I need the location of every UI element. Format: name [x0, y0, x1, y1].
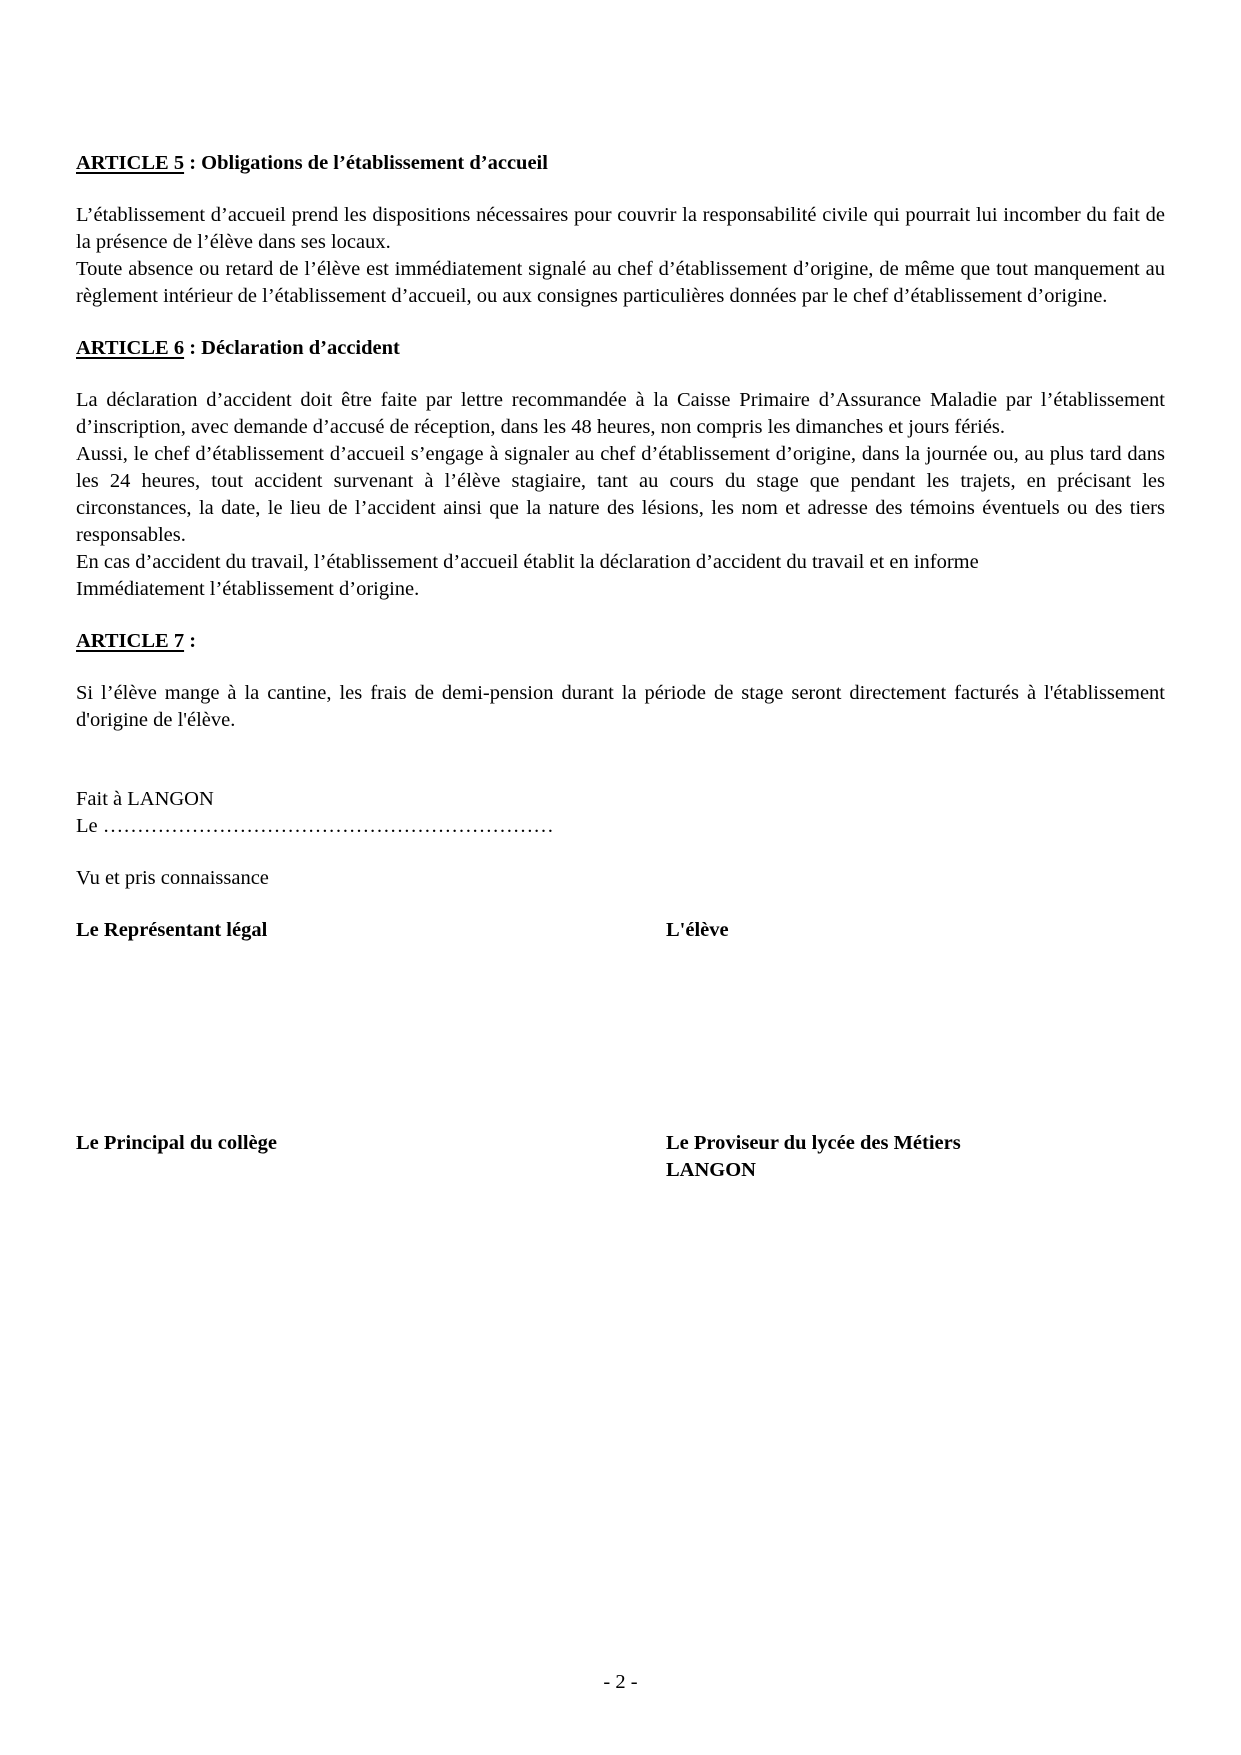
- article-6-paragraph-4: Immédiatement l’établissement d’origine.: [76, 578, 420, 600]
- closing-date-line: Le …………………………………………………………: [76, 815, 554, 837]
- page-number: - 2 -: [603, 1671, 638, 1693]
- article-6-paragraph-1: La déclaration d’accident doit être faite par lettre recommandée à la Caisse Primaire d’Assurance Maladie par l’établissement d’inscription, avec demande d’accusé de réception, dans les 48 heures, non compris les dimanches et jours fériés.: [76, 389, 1165, 438]
- closing-place: Fait à LANGON: [76, 788, 214, 810]
- article-6-paragraph-3: En cas d’accident du travail, l’établissement d’accueil établit la déclaration d’accident du travail et en informe: [76, 551, 979, 573]
- signature-row-2: [76, 1130, 1165, 1157]
- article-7-separator: :: [184, 630, 197, 652]
- signature-legal-representative: Le Représentant légal: [76, 919, 268, 941]
- signature-row-3: [76, 1157, 1165, 1184]
- signature-row-1: [76, 917, 1165, 944]
- document-page: [76, 150, 1165, 1184]
- signature-principal: Le Principal du collège: [76, 1132, 277, 1154]
- article-6-heading: [76, 335, 1165, 362]
- article-6-paragraph-2: Aussi, le chef d’établissement d’accueil s’engage à signaler au chef d’établissement d’origine, dans la journée ou, au plus tard dans les 24 heures, tout accident survenant à l’élève stagiaire, tant au cours du stage que pendant les trajets, en précisant les circonstances, la date, le lieu de l’accident ainsi que la nature des lésions, les nom et adresse des témoins éventuels ou des tiers responsables.: [76, 443, 1165, 546]
- article-6-title: Déclaration d’accident: [201, 337, 400, 359]
- article-5-paragraph-1: L’établissement d’accueil prend les dispositions nécessaires pour couvrir la responsabilité civile qui pourrait lui incomber du fait de la présence de l’élève dans ses locaux.: [76, 204, 1165, 253]
- signature-headmaster-line-2: LANGON: [666, 1159, 756, 1181]
- article-5-heading: [76, 150, 1165, 177]
- article-5-paragraph-2: Toute absence ou retard de l’élève est immédiatement signalé au chef d’établissement d’origine, de même que tout manquement au règlement intérieur de l’établissement d’accueil, ou aux consignes particulières données par le chef d’établissement d’origine.: [76, 258, 1165, 307]
- closing-acknowledgement: Vu et pris connaissance: [76, 867, 269, 889]
- article-6-separator: :: [184, 337, 202, 359]
- article-5-label: ARTICLE 5: [76, 152, 185, 174]
- article-6-label: ARTICLE 6: [76, 337, 185, 359]
- article-5-title: Obligations de l’établissement d’accueil: [201, 152, 548, 174]
- article-7-label: ARTICLE 7: [76, 630, 185, 652]
- article-7-heading: [76, 628, 1165, 655]
- article-5-separator: :: [184, 152, 202, 174]
- signature-headmaster-line-1: Le Proviseur du lycée des Métiers: [666, 1132, 961, 1154]
- article-7-paragraph-1: Si l’élève mange à la cantine, les frais de demi-pension durant la période de stage seront directement facturés à l'établissement d'origine de l'élève.: [76, 682, 1165, 731]
- signature-student: L'élève: [666, 919, 729, 941]
